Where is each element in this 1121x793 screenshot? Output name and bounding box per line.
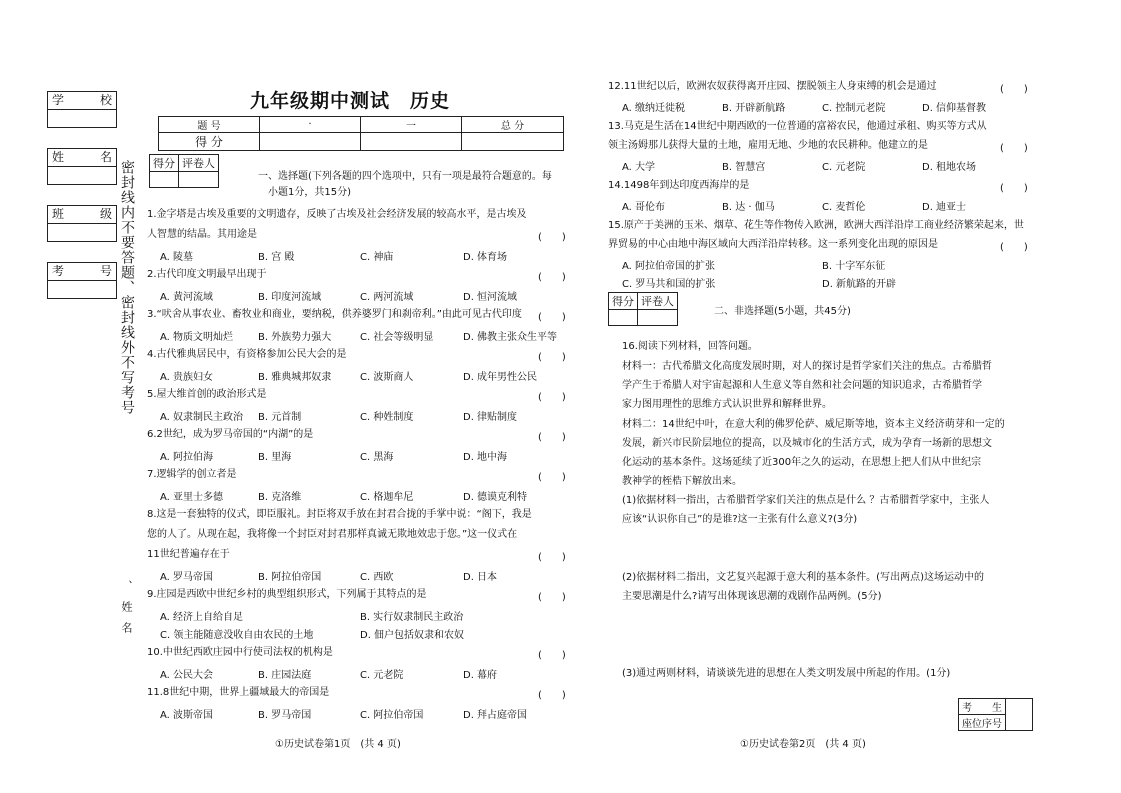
answer-option[interactable]: A. 哥伦布 [622, 202, 666, 213]
answer-bracket[interactable]: ( ) [538, 392, 566, 403]
answer-option[interactable]: A. 波斯帝国 [160, 710, 214, 721]
exam-no-box [47, 262, 117, 299]
class-box [47, 205, 117, 242]
seat-label-1: 考 生 [959, 699, 1006, 715]
answer-option[interactable]: A. 经济上自给自足 [160, 612, 244, 623]
page-title: 九年级期中测试 历史 [250, 90, 451, 112]
answer-bracket[interactable]: ( ) [538, 272, 566, 283]
answer-option[interactable]: C. 波斯商人 [360, 372, 414, 383]
scorer-reviewer-cell[interactable] [179, 172, 219, 188]
name-vertical-label: 、姓名 [120, 580, 133, 643]
answer-option[interactable]: C. 神庙 [360, 252, 394, 263]
answer-option[interactable]: C. 领主能随意没收自由农民的土地 [160, 630, 314, 641]
q16-material1-3: 家力图用理性的思维方式认识世界和解释世界。 [622, 399, 832, 410]
scorer-box-2 [608, 292, 678, 326]
q16-sub3-1: (3)通过两则材料，请谈谈先进的思想在人类文明发展中所起的作用。(1分) [622, 668, 951, 679]
answer-option[interactable]: B. 里海 [258, 452, 292, 463]
answer-option[interactable]: C. 阿拉伯帝国 [360, 710, 424, 721]
answer-option[interactable]: B. 庄园法庭 [258, 670, 312, 681]
question-text: 15.原产于美洲的玉米、烟草、花生等作物传入欧洲，欧洲大西洋沿岸工商业经济繁荣起来，世 [608, 220, 1024, 231]
section2-heading: 二、非选择题(5小题，共45分) [714, 306, 851, 317]
question-text: 14.1498年到达印度西海岸的是 [608, 180, 750, 191]
answer-bracket[interactable]: ( ) [1000, 242, 1028, 253]
answer-option[interactable]: D. 日本 [463, 572, 498, 583]
scorer2-score-label: 得分 [609, 293, 638, 310]
answer-option[interactable]: B. 开辟新航路 [722, 103, 786, 114]
question-text: 6.2世纪，成为罗马帝国的“内湖”的是 [147, 429, 314, 440]
school-box [47, 91, 117, 128]
answer-option[interactable]: A. 亚里士多德 [160, 492, 224, 503]
answer-option[interactable]: D. 佃户包括奴隶和农奴 [360, 630, 465, 641]
seat-number-cell[interactable] [1006, 699, 1033, 731]
score-header-qno: 题 号 [159, 117, 260, 133]
answer-option[interactable]: C. 种姓制度 [360, 412, 414, 423]
q16-intro: 16.阅读下列材料，回答问题。 [622, 341, 758, 352]
q16-sub1-2: 应该“认识你自己”的是谁?这一主张有什么意义?(3分) [622, 514, 858, 525]
q16-material2-1: 材料二：14世纪中叶，在意大利的佛罗伦萨、威尼斯等地，资本主义经济萌芽和一定的 [622, 419, 1005, 430]
name-box [47, 148, 117, 185]
q16-sub1-1: (1)依据材料一指出，古希腊哲学家们关注的焦点是什么 ？古希腊哲学家中，主张人 [622, 495, 990, 506]
answer-bracket[interactable]: ( ) [538, 312, 566, 323]
answer-option[interactable]: B. 达 · 伽马 [722, 202, 775, 213]
answer-option[interactable]: A. 大学 [622, 162, 656, 173]
seat-label-2: 座位序号 [959, 715, 1006, 731]
answer-bracket[interactable]: ( ) [538, 472, 566, 483]
q16-sub2-1: (2)依据材料二指出，文艺复兴起源于意大利的基本条件。(写出两点)这场运动中的 [622, 572, 984, 583]
question-text: 2.古代印度文明最早出现于 [147, 269, 267, 280]
school-field[interactable] [48, 110, 116, 127]
question-text: 界贸易的中心由地中海区域向大西洋沿岸转移。这一系列变化出现的原因是 [608, 239, 938, 250]
answer-option[interactable]: B. 十字军东征 [822, 261, 886, 272]
answer-bracket[interactable]: ( ) [538, 432, 566, 443]
exam-no-label-1: 考 [52, 264, 65, 278]
question-text: 11世纪普遍存在于 [147, 549, 230, 560]
score-row-label: 得 分 [159, 133, 260, 151]
answer-option[interactable]: A. 缴纳迁徙税 [622, 103, 686, 114]
answer-option[interactable]: B. 印度河流域 [258, 292, 322, 303]
question-text: 7.逻辑学的创立者是 [147, 469, 237, 480]
answer-option[interactable]: C. 格迦牟尼 [360, 492, 414, 503]
answer-option[interactable]: B. 智慧宫 [722, 162, 766, 173]
answer-option[interactable]: A. 物质文明灿烂 [160, 332, 234, 343]
answer-bracket[interactable]: ( ) [1000, 183, 1028, 194]
question-text: 1.金字塔是古埃及重要的文明遗存，反映了古埃及社会经济发展的较高水平，是古埃及 [147, 209, 527, 220]
score-header-2: 一 [361, 117, 462, 133]
q16-material2-2: 发展，新兴市民阶层地位的提高，以及城市化的生活方式，成为孕育一场新的思想文 [622, 438, 992, 449]
school-label-1: 学 [52, 93, 65, 107]
answer-option[interactable]: A. 贵族妇女 [160, 372, 214, 383]
answer-option[interactable]: C. 罗马共和国的扩张 [622, 279, 716, 290]
answer-option[interactable]: D. 新航路的开辟 [822, 279, 897, 290]
question-text: 11.8世纪中期，世界上疆域最大的帝国是 [147, 687, 330, 698]
name-label-2: 名 [99, 150, 112, 164]
answer-option[interactable]: C. 黑海 [360, 452, 394, 463]
answer-bracket[interactable]: ( ) [538, 232, 566, 243]
answer-option[interactable]: D. 体育场 [463, 252, 508, 263]
score-header-1: · [260, 117, 361, 133]
answer-option[interactable]: D. 租地农场 [922, 162, 977, 173]
exam-no-field[interactable] [48, 281, 116, 298]
seal-line-notice: 密封线内不要答题、密封线外不写考号 [119, 160, 135, 415]
answer-bracket[interactable]: ( ) [538, 650, 566, 661]
answer-option[interactable]: D. 地中海 [463, 452, 508, 463]
answer-option[interactable]: C. 麦哲伦 [822, 202, 866, 213]
score-table [158, 116, 564, 151]
question-text: 人智慧的结晶。其用途是 [147, 229, 257, 240]
question-text: 5.屋大维首创的政治形式是 [147, 389, 267, 400]
class-label-2: 级 [99, 207, 112, 221]
scorer-reviewer-label: 评卷人 [179, 155, 219, 172]
answer-option[interactable]: D. 迪亚士 [922, 202, 967, 213]
school-label-2: 校 [99, 93, 112, 107]
answer-option[interactable]: C. 元老院 [360, 670, 404, 681]
answer-option[interactable]: D. 律贴制度 [463, 412, 518, 423]
question-text: 10.中世纪西欧庄园中行使司法权的机构是 [147, 647, 333, 658]
answer-bracket[interactable]: ( ) [538, 552, 566, 563]
scorer2-reviewer-cell[interactable] [638, 310, 678, 326]
answer-option[interactable]: A. 奴隶制民主政治 [160, 412, 244, 423]
section1-heading-2: 小题1分，共15分) [268, 187, 351, 198]
q16-material2-4: 教神学的桎梏下解放出来。 [622, 476, 742, 487]
answer-option[interactable]: A. 罗马帝国 [160, 572, 214, 583]
name-field[interactable] [48, 167, 116, 184]
answer-option[interactable]: B. 宫 殿 [258, 252, 295, 263]
answer-option[interactable]: B. 阿拉伯帝国 [258, 572, 322, 583]
question-text: 12.11世纪以后，欧洲农奴获得离开庄园、摆脱领主人身束缚的机会是通过 [608, 81, 937, 92]
scorer-score-label: 得分 [150, 155, 179, 172]
answer-option[interactable]: C. 社会等级明显 [360, 332, 434, 343]
section1-heading-1: 一、选择题(下列各题的四个选项中，只有一项是最符合题意的。每 [258, 171, 552, 182]
question-text: 13.马克是生活在14世纪中期西欧的一位普通的富裕农民，他通过承租、购买等方式从 [608, 121, 987, 132]
answer-bracket[interactable]: ( ) [1000, 143, 1028, 154]
answer-option[interactable]: B. 外族势力强大 [258, 332, 332, 343]
answer-option[interactable]: C. 两河流域 [360, 292, 414, 303]
score-cell-1[interactable] [260, 133, 361, 151]
answer-option[interactable]: D. 成年男性公民 [463, 372, 538, 383]
answer-bracket[interactable]: ( ) [538, 690, 566, 701]
question-text: 9.庄园是西欧中世纪乡村的典型组织形式，下列属于其特点的是 [147, 589, 427, 600]
answer-option[interactable]: B. 罗马帝国 [258, 710, 312, 721]
answer-bracket[interactable]: ( ) [1000, 84, 1028, 95]
question-text: 3.“吠舍从事农业、畜牧业和商业，要纳税，供养婆罗门和刹帝利。”由此可见古代印度 [147, 309, 522, 320]
question-text: 您的人了。从现在起，我将像一个封臣对封君那样真诚无欺地效忠于您。”这一仪式在 [147, 529, 518, 540]
score-cell-2[interactable] [361, 133, 462, 151]
answer-option[interactable]: A. 阿拉伯帝国的扩张 [622, 261, 716, 272]
answer-option[interactable]: D. 幕府 [463, 670, 498, 681]
answer-option[interactable]: B. 雅典城邦奴隶 [258, 372, 332, 383]
answer-option[interactable]: D. 德谟克利特 [463, 492, 528, 503]
question-text: 8.这是一套独特的仪式，即臣服礼。封臣将双手放在封君合拢的手掌中说：“阁下，我是 [147, 509, 532, 520]
class-label-1: 班 [52, 207, 65, 221]
scorer-score-cell[interactable] [150, 172, 179, 188]
footer-left: ①历史试卷第1页 (共 4 页) [275, 739, 401, 750]
class-field[interactable] [48, 224, 116, 241]
scorer2-reviewer-label: 评卷人 [638, 293, 678, 310]
score-header-total: 总 分 [462, 117, 564, 133]
answer-option[interactable]: D. 佛教主张众生平等 [463, 332, 558, 343]
q16-material1-2: 学产生于希腊人对宇宙起源和人生意义等自然和社会问题的知识追求，古希腊哲学 [622, 380, 982, 391]
answer-option[interactable]: D. 信仰基督教 [922, 103, 987, 114]
answer-option[interactable]: C. 控制元老院 [822, 103, 886, 114]
answer-option[interactable]: B. 实行奴隶制民主政治 [360, 612, 464, 623]
answer-bracket[interactable]: ( ) [538, 592, 566, 603]
answer-option[interactable]: D. 恒河流域 [463, 292, 518, 303]
score-cell-total[interactable] [462, 133, 564, 151]
scorer-box-1 [149, 154, 219, 188]
answer-option[interactable]: A. 公民大会 [160, 670, 214, 681]
answer-option[interactable]: A. 陵墓 [160, 252, 194, 263]
q16-material1-1: 材料一：古代希腊文化高度发展时期，对人的探讨是哲学家们关注的焦点。古希腊哲 [622, 361, 992, 372]
question-text: 4.古代雅典居民中，有资格参加公民大会的是 [147, 349, 347, 360]
q16-material2-3: 化运动的基本条件。这场延续了近300年之久的运动，在思想上把人们从中世纪宗 [622, 457, 982, 468]
answer-option[interactable]: B. 克洛维 [258, 492, 302, 503]
exam-no-label-2: 号 [99, 264, 112, 278]
answer-option[interactable]: A. 黄河流域 [160, 292, 214, 303]
answer-option[interactable]: C. 西欧 [360, 572, 394, 583]
answer-bracket[interactable]: ( ) [538, 352, 566, 363]
scorer2-score-cell[interactable] [609, 310, 638, 326]
answer-option[interactable]: D. 拜占庭帝国 [463, 710, 528, 721]
answer-option[interactable]: C. 元老院 [822, 162, 866, 173]
answer-option[interactable]: A. 阿拉伯海 [160, 452, 214, 463]
question-text: 领主汤姆那儿获得大量的土地，雇用无地、少地的农民耕种。他建立的是 [608, 140, 928, 151]
q16-sub2-2: 主要思潮是什么?请写出体现该思潮的戏剧作品两例。(5分) [622, 591, 882, 602]
footer-right: ①历史试卷第2页 (共 4 页) [740, 739, 866, 750]
seat-number-box [958, 698, 1033, 731]
name-label-1: 姓 [52, 150, 65, 164]
answer-option[interactable]: B. 元首制 [258, 412, 302, 423]
